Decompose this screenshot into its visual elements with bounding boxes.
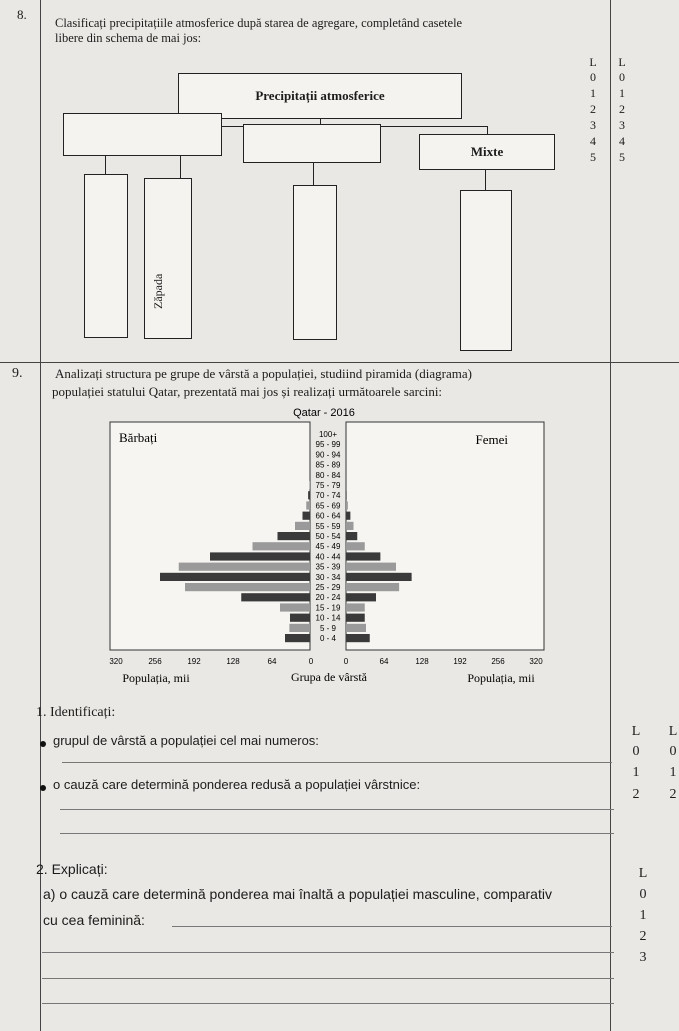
- x-tick-label-left: 320: [109, 657, 123, 666]
- age-group-label: 30 - 34: [315, 572, 341, 582]
- q9-number: 9.: [12, 366, 23, 381]
- answer-line[interactable]: [42, 978, 614, 979]
- female-bar: [346, 624, 366, 632]
- male-bar: [285, 634, 310, 642]
- empty-box-mixed-1[interactable]: [460, 190, 512, 351]
- female-bar: [346, 491, 347, 499]
- age-group-label: 40 - 44: [315, 552, 341, 562]
- answer-line[interactable]: [172, 926, 612, 927]
- female-bar: [346, 634, 370, 642]
- t1-score-header-2: L: [668, 724, 678, 739]
- x-tick-label-left: 256: [148, 657, 162, 666]
- x-tick-label-left: 192: [187, 657, 201, 666]
- age-group-label: 20 - 24: [315, 593, 341, 603]
- x-label-center: Grupa de vârstă: [291, 670, 367, 684]
- bullet-icon: [40, 741, 46, 747]
- q8-score-0b: 0: [619, 70, 625, 84]
- answer-line[interactable]: [60, 809, 614, 810]
- t1-score-0a: 0: [632, 744, 640, 759]
- snow-box: [144, 178, 192, 339]
- mixed-box: [419, 134, 555, 170]
- x-tick-label-right: 0: [343, 657, 349, 666]
- age-group-label: 85 - 89: [315, 460, 341, 470]
- age-group-label: 65 - 69: [315, 501, 341, 511]
- q8-score-3b: 3: [619, 118, 625, 132]
- x-tick-label-right: 128: [415, 657, 429, 666]
- root-box-label: Precipitații atmosferice: [255, 88, 385, 103]
- male-bar: [290, 614, 310, 622]
- q8-score-5a: 5: [590, 150, 596, 164]
- female-bar: [346, 583, 399, 591]
- task2-line1: a) o cauză care determină ponderea mai înaltă a populației masculine, comparativ: [43, 886, 552, 902]
- t1-score-0b: 0: [669, 744, 677, 759]
- q8-score-1a: 1: [590, 86, 596, 100]
- q8-score-header-2: L: [618, 55, 626, 69]
- q8-text-line2: libere din schema de mai jos:: [55, 31, 202, 45]
- population-pyramid-chart: [96, 402, 556, 690]
- q9-text-line1: Analizați structura pe grupe de vârstă a populației, studiind piramida (diagrama): [55, 366, 472, 381]
- female-bar: [346, 563, 396, 571]
- t1-score-1b: 1: [669, 765, 677, 780]
- task1-item2: o cauză care determină ponderea redusă a populației vârstnice:: [53, 777, 421, 792]
- q8-text-line1: Clasificați precipitațiile atmosferice după starea de agregare, completând casetele: [55, 16, 463, 30]
- male-bar: [210, 552, 310, 560]
- task2-line2: cu cea feminină:: [43, 912, 145, 928]
- task2-title: 2. Explicați:: [36, 861, 108, 877]
- answer-line[interactable]: [62, 762, 612, 763]
- answer-line[interactable]: [42, 1003, 614, 1004]
- female-bar: [346, 532, 357, 540]
- bullet-icon: [40, 785, 46, 791]
- age-group-label: 75 - 79: [315, 481, 341, 490]
- empty-box-solid[interactable]: [63, 113, 222, 156]
- male-bar: [308, 491, 310, 499]
- female-bar: [346, 603, 365, 611]
- score-column-line: [610, 0, 611, 1031]
- q8-number: 8.: [17, 7, 27, 22]
- male-bar: [179, 563, 310, 571]
- snow-label: Zăpada: [151, 273, 165, 309]
- x-tick-label-right: 256: [491, 657, 505, 666]
- t1-score-2b: 2: [669, 787, 677, 802]
- t1-score-2a: 2: [632, 787, 640, 802]
- female-bar: [346, 573, 412, 581]
- age-group-label: 90 - 94: [315, 450, 341, 460]
- t2-score-header: L: [638, 866, 648, 881]
- male-bar: [278, 532, 311, 540]
- x-tick-label-right: 320: [529, 657, 543, 666]
- q8-score-0a: 0: [590, 70, 596, 84]
- male-bar: [185, 583, 310, 591]
- connector: [485, 170, 486, 190]
- answer-line[interactable]: [60, 833, 614, 834]
- male-bar: [289, 624, 310, 632]
- empty-box-liquid-1[interactable]: [293, 185, 337, 340]
- female-bar: [346, 501, 348, 509]
- x-tick-label-left: 64: [267, 657, 277, 666]
- empty-box-solid-1[interactable]: [84, 174, 128, 338]
- x-tick-label-left: 0: [308, 657, 314, 666]
- q8-score-4b: 4: [619, 134, 625, 148]
- female-bar: [346, 522, 354, 530]
- x-label-left: Populația, mii: [122, 671, 190, 685]
- female-bar: [346, 542, 365, 550]
- row-divider: [0, 362, 679, 363]
- female-label: Femei: [475, 432, 508, 447]
- empty-box-liquid[interactable]: [243, 124, 381, 163]
- female-bar: [346, 614, 365, 622]
- male-bar: [280, 603, 310, 611]
- female-bar: [346, 512, 350, 520]
- age-group-label: 80 - 84: [315, 470, 341, 480]
- male-bar: [303, 512, 311, 520]
- age-group-label: 10 - 14: [315, 613, 341, 623]
- connector: [313, 163, 314, 185]
- age-group-label: 35 - 39: [315, 562, 341, 572]
- male-bar: [241, 593, 310, 601]
- male-bar: [160, 573, 310, 581]
- female-bar: [346, 552, 380, 560]
- mixed-box-label: Mixte: [470, 144, 504, 159]
- male-bar: [309, 481, 310, 489]
- chart-frame-right: [346, 422, 544, 650]
- age-group-label: 100+: [318, 430, 338, 439]
- t2-score-3: 3: [639, 950, 647, 965]
- t2-score-0: 0: [639, 887, 647, 902]
- male-label: Bărbați: [119, 430, 158, 445]
- age-group-label: 60 - 64: [315, 511, 341, 521]
- age-group-label: 5 - 9: [319, 623, 337, 633]
- age-group-label: 50 - 54: [315, 532, 341, 541]
- connector: [487, 126, 488, 134]
- age-group-label: 25 - 29: [315, 583, 341, 592]
- task1-item1: grupul de vârstă a populației cel mai numeros:: [53, 733, 319, 748]
- chart-title: Qatar - 2016: [293, 407, 355, 419]
- t1-score-1a: 1: [632, 765, 640, 780]
- x-tick-label-right: 192: [453, 657, 467, 666]
- age-group-label: 0 - 4: [319, 634, 337, 643]
- q8-score-3a: 3: [590, 118, 596, 132]
- male-bar: [306, 501, 310, 509]
- male-bar: [295, 522, 310, 530]
- q8-score-5b: 5: [619, 150, 625, 164]
- t2-score-1: 1: [639, 908, 647, 923]
- age-group-label: 70 - 74: [315, 491, 341, 501]
- connector: [180, 156, 181, 178]
- male-bar: [253, 542, 311, 550]
- task1-title: 1. Identificați:: [36, 705, 116, 720]
- age-group-label: 15 - 19: [315, 603, 341, 613]
- t2-score-2: 2: [639, 929, 647, 944]
- x-label-right: Populația, mii: [467, 671, 535, 685]
- age-group-label: 45 - 49: [315, 542, 341, 552]
- q8-score-4a: 4: [590, 134, 596, 148]
- q9-text-line2: populației statului Qatar, prezentată mai jos și realizați următoarele sarcini:: [52, 384, 443, 399]
- answer-line[interactable]: [42, 952, 614, 953]
- age-group-label: 95 - 99: [315, 440, 341, 450]
- x-tick-label-left: 128: [226, 657, 240, 666]
- x-tick-label-right: 64: [379, 657, 389, 666]
- connector: [105, 156, 106, 174]
- age-group-label: 55 - 59: [315, 521, 341, 531]
- female-bar: [346, 593, 376, 601]
- q8-score-2b: 2: [619, 102, 625, 116]
- q8-score-1b: 1: [619, 86, 625, 100]
- t1-score-header-1: L: [631, 724, 641, 739]
- q8-score-2a: 2: [590, 102, 596, 116]
- q8-score-header-1: L: [589, 55, 597, 69]
